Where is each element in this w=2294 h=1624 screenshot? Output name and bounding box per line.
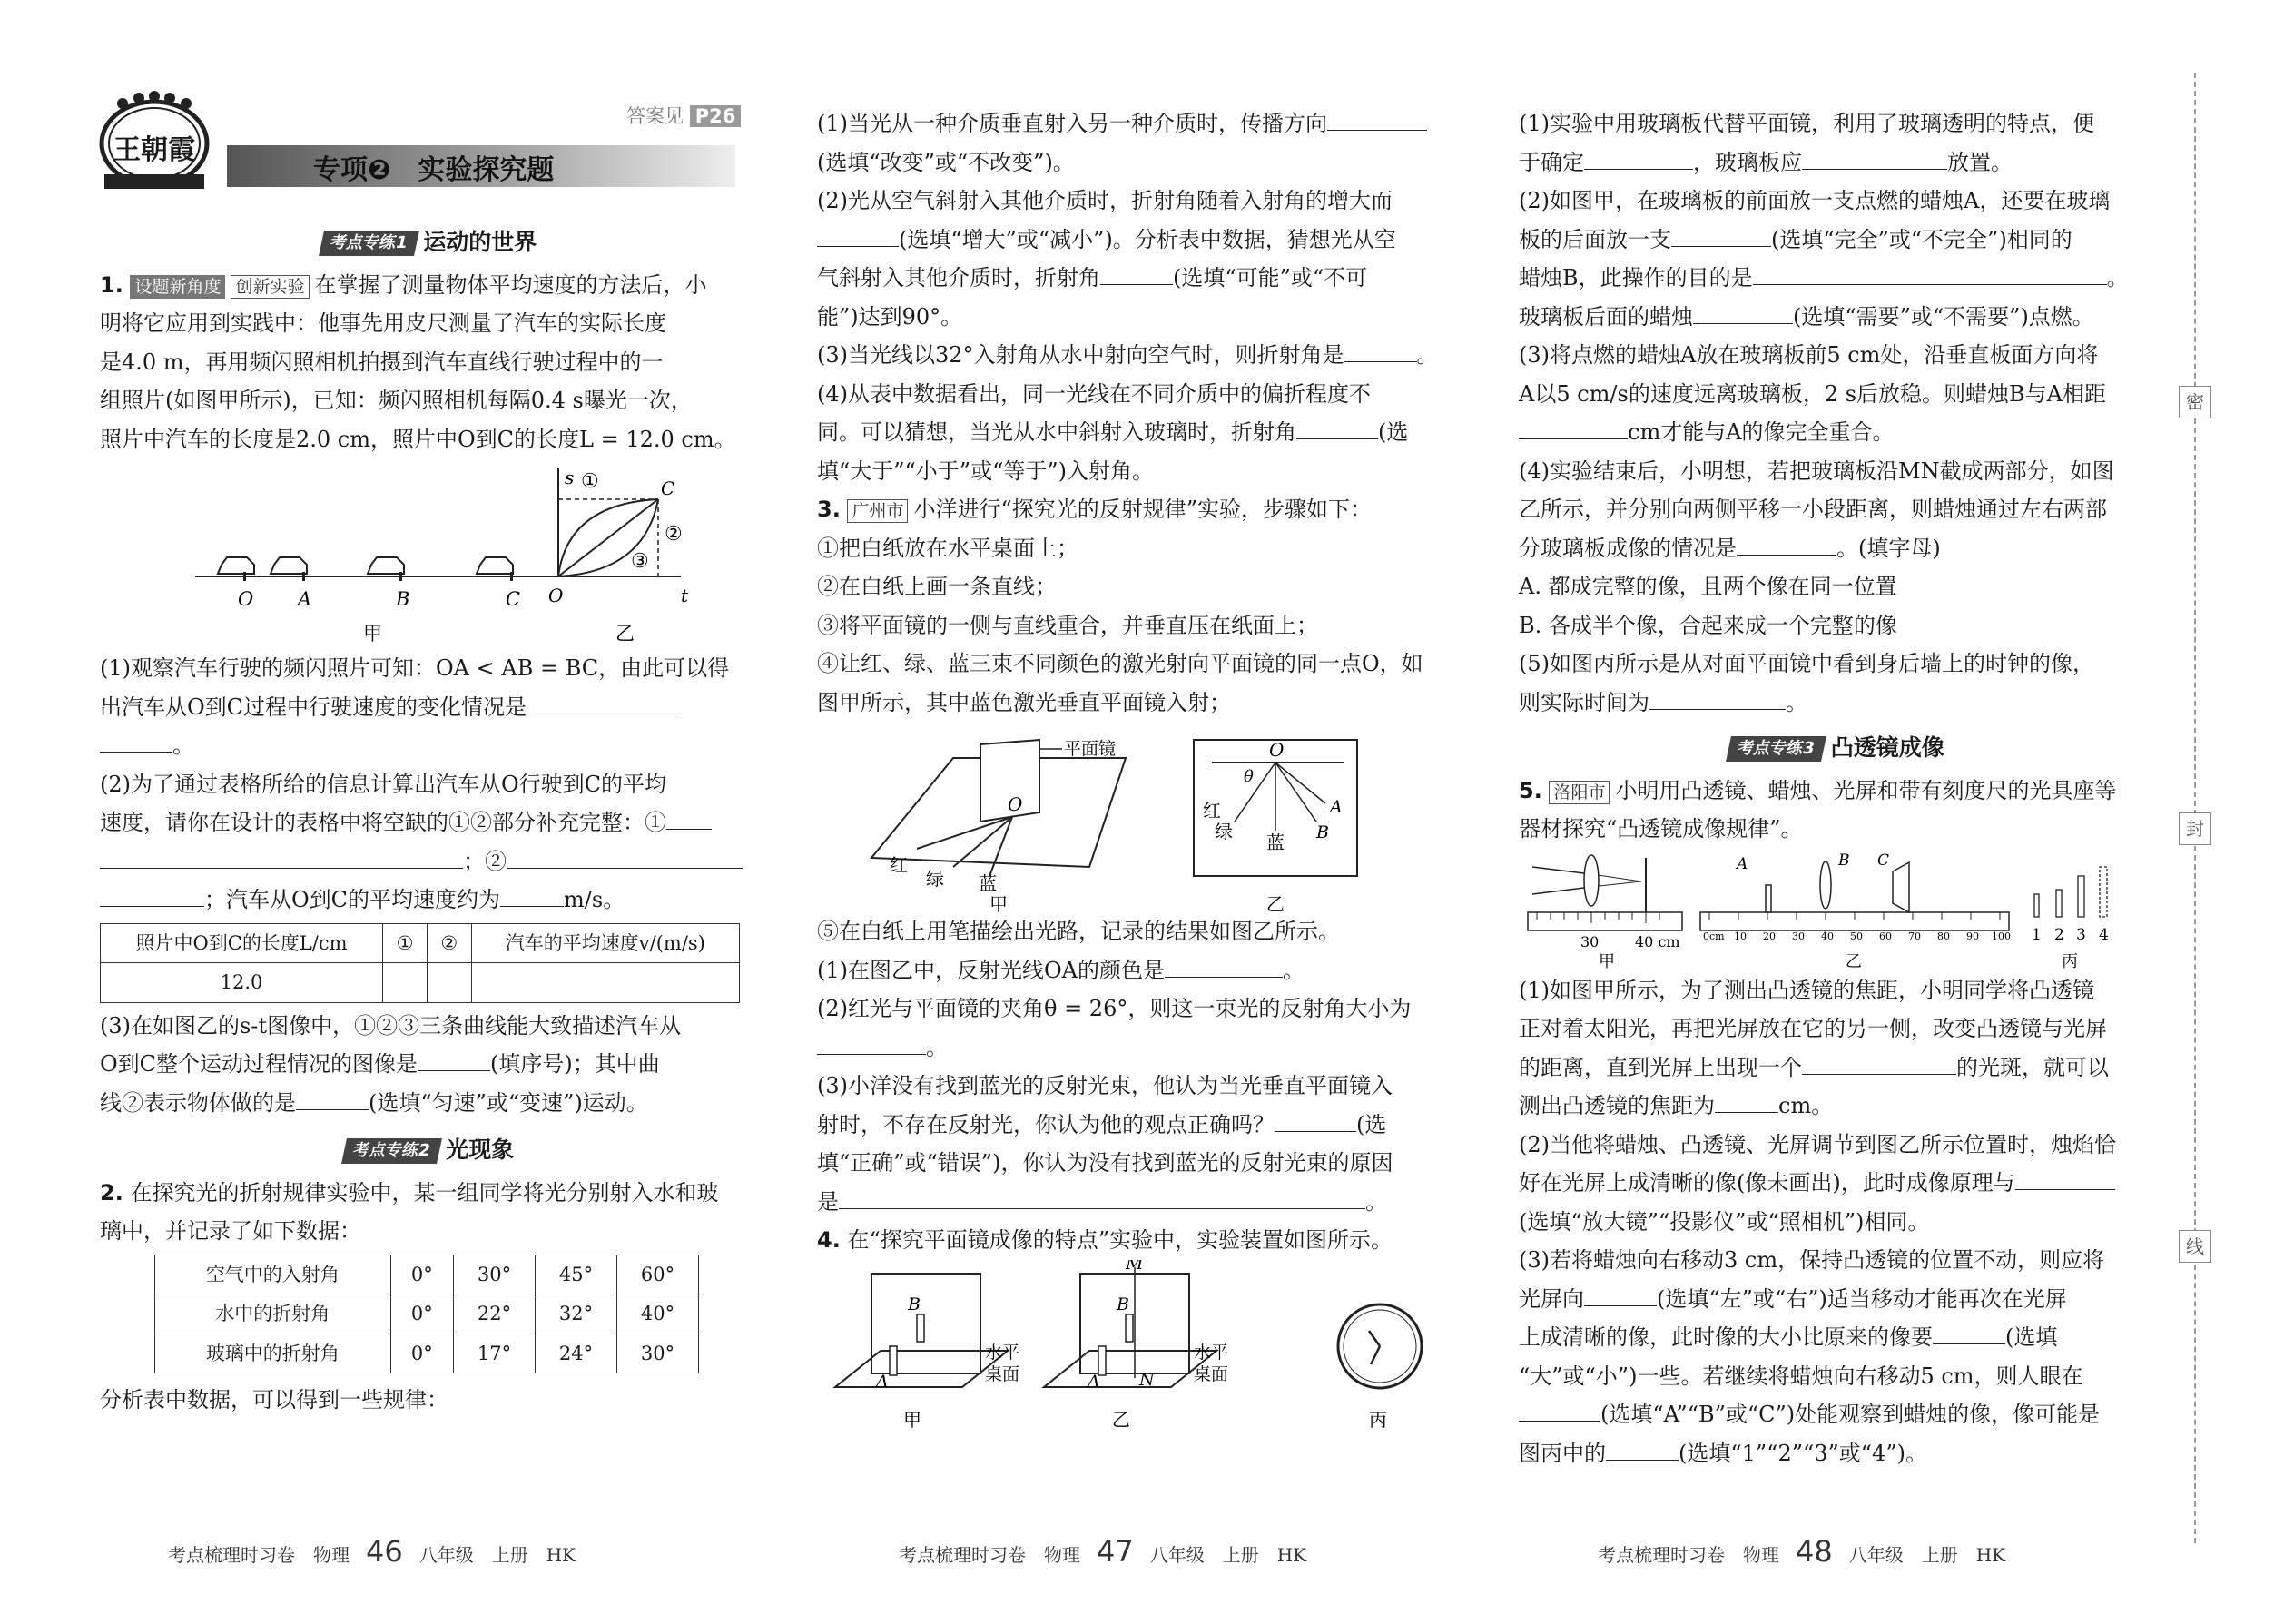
q2-cell: 玻璃中的折射角 [155, 1334, 391, 1373]
q2-intro: 2. 在探究光的折射规律实验中，某一组同学将光分别射入水和玻 [100, 1179, 719, 1206]
q5-p2c: (选填“放大镜”“投影仪”或“照相机”)相同。 [1519, 1208, 1930, 1235]
q5-bing-3: 3 [2076, 925, 2086, 944]
q5-tick-0: 0cm [1703, 930, 1725, 942]
q2-cell: 60° [616, 1255, 698, 1294]
q4-bing-caption: 丙 [1369, 1408, 1387, 1431]
q5-jia-caption: 甲 [1599, 951, 1615, 971]
page-number: 48 [1796, 1534, 1833, 1569]
q1-intro-2: 明将它应用到实践中：他事先用皮尺测量了汽车的实际长度 [100, 310, 666, 336]
q1-table-h3: ② [427, 923, 471, 963]
q2-p2d: 能”)达到90°。 [817, 303, 963, 330]
q4-p2c: 蜡烛B，此操作的目的是 。 [1519, 259, 2154, 298]
q5-jia-40: 40 cm [1635, 932, 1680, 950]
q4-jia-table1: 水平 [985, 1342, 1020, 1363]
q4-p3c: cm才能与A的像完全重合。 [1519, 413, 2154, 452]
q1-table-h4: 汽车的平均速度v/(m/s) [471, 923, 739, 963]
q5-p2b: 好在光屏上成清晰的像(像未画出)，此时成像原理与 [1519, 1164, 2154, 1203]
q5-p1b: 正对着太阳光，再把光屏放在它的另一侧，改变凸透镜与光屏 [1519, 1016, 2107, 1041]
q1-intro-3: 是4.0 m，再用频闪照相机拍摄到汽车直线行驶过程中的一 [100, 349, 664, 375]
q2-cell: 0° [390, 1255, 453, 1294]
q5-p3a: (3)若将蜡烛向右移动3 cm，保持凸透镜的位置不动，则应将 [1519, 1247, 2105, 1273]
footer-page-47: 考点梳理时习卷 物理 47 八年级 上册 HK [899, 1534, 1307, 1569]
q1-axis-s: s [565, 467, 575, 488]
q3-o-label: O [1008, 793, 1023, 815]
q3-intro: 3. 广州市 小洋进行“探究光的反射规律”实验，步骤如下： [817, 497, 1373, 522]
q4-yi-n: N [1139, 1369, 1155, 1390]
q3-fig-jia-caption: 甲 [989, 893, 1008, 912]
q3-p2a: (2)红光与平面镜的夹角θ = 26°，则这一束光的反射角大小为 [817, 996, 1412, 1021]
q2-p1a: (1)当光从一种介质垂直射入另一种介质时，传播方向 [817, 104, 1471, 143]
q1-curve-3: ③ [631, 550, 649, 573]
q5-intro-2: 器材探究“凸透镜成像规律”。 [1519, 816, 1803, 842]
footer-page-48: 考点梳理时习卷 物理 48 八年级 上册 HK [1598, 1534, 2006, 1569]
q1-figures [100, 458, 758, 649]
q3-p3c: 填“正确”或“错误”)，你认为没有找到蓝光的反射光束的原因 [817, 1150, 1393, 1176]
q4-p4b: 乙所示，并分别向两侧平移一小段距离，则蜡烛通过左右两部 [1519, 497, 2107, 522]
q1-p1a: (1)观察汽车行驶的频闪照片可知：OA < AB = BC，由此可以得 [100, 655, 730, 681]
q2-cell: 30° [453, 1255, 535, 1294]
q3-mirror-label: 平面镜 [1064, 739, 1117, 759]
q5-jia-30: 30 [1580, 932, 1600, 950]
q1-p2b: 速度，请你在设计的表格中将空缺的①②部分补充完整：① [100, 803, 758, 842]
q1-curve-1: ① [581, 470, 599, 493]
q3-p3b: 射时，不存在反射光，你认为他的观点正确吗？ (选 [817, 1106, 1471, 1145]
q5-p2a: (2)当他将蜡烛、凸透镜、光屏调节到图乙所示位置时，烛焰恰 [1519, 1131, 2116, 1157]
q1-pt-b: B [396, 588, 410, 610]
binding-label-xian: 线 [2179, 1230, 2211, 1263]
q3-yi-b: B [1316, 822, 1329, 842]
q1-fig-jia-caption: 甲 [363, 623, 382, 645]
q1-curve-2: ② [665, 523, 683, 546]
q5-p3b: 光屏向 (选填“左”或“右”)适当移动才能再次在光屏 [1519, 1280, 2154, 1319]
q1-p2d: ；汽车从O到C的平均速度约为 m/s。 [100, 881, 758, 920]
q4-yi-caption: 乙 [1112, 1408, 1130, 1431]
q2-cell: 30° [616, 1334, 698, 1373]
q4-yi-a: A [1088, 1371, 1100, 1392]
q1-p2a: (2)为了通过表格所给的信息计算出汽车从O行驶到C的平均 [100, 771, 667, 797]
binding-label-feng: 封 [2179, 812, 2211, 845]
q1-pt-a: A [298, 588, 312, 610]
q2-p3: (3)当光线以32°入射角从水中射向空气时，则折射角是 。 [817, 336, 1471, 375]
q5-p3f: 图丙中的 (选填“1”“2”“3”或“4”)。 [1519, 1434, 2154, 1473]
q1-axis-t: t [681, 585, 689, 606]
q2-p4b: 同。可以猜想，当光从水中斜射入玻璃时，折射角 (选 [817, 413, 1471, 452]
q4-figures [817, 1260, 1471, 1432]
section-1-header: 考点专练1 运动的世界 [100, 223, 758, 262]
q2-p2a: (2)光从空气斜射入其他介质时，折射角随着入射角的增大而 [817, 188, 1393, 213]
q4-yi-b: B [1117, 1294, 1129, 1314]
q4-jia-a: A [876, 1371, 889, 1392]
q4-p5a: (5)如图丙所示是从对面平面镜中看到身后墙上的时钟的像， [1519, 651, 2094, 676]
q2-p4c: 填“大于”“小于”或“等于”)入射角。 [817, 458, 1154, 484]
q5-bing-2: 2 [2054, 925, 2064, 944]
q5-yi-a: A [1737, 854, 1748, 873]
q4-p3a: (3)将点燃的蜡烛A放在玻璃板前5 cm处，沿垂直板面方向将 [1519, 342, 2099, 368]
q5-tick-60: 60 [1879, 930, 1892, 942]
q5-p1d: 测出凸透镜的焦距为 cm。 [1519, 1087, 2154, 1126]
q2-p4a: (4)从表中数据看出，同一光线在不同介质中的偏折程度不 [817, 380, 1371, 407]
q1-table-v1: 12.0 [101, 963, 383, 1003]
q2-cell: 24° [535, 1334, 616, 1373]
q3-p1: (1)在图乙中，反射光线OA的颜色是 。 [817, 951, 1471, 990]
q5-p1a: (1)如图甲所示，为了测出凸透镜的焦距，小明同学将凸透镜 [1519, 977, 2094, 1003]
q1-intro: 1. 设题新角度 创新实验 在掌握了测量物体平均速度的方法后，小 [100, 271, 707, 298]
q4-yi-m: M [1126, 1259, 1144, 1274]
q5-tick-30: 30 [1792, 930, 1805, 942]
q2-p2c: 气斜射入其他介质时，折射角 (选填“可能”或“不可 [817, 259, 1471, 298]
q1-intro-4: 组照片(如图甲所示)，已知：频闪照相机每隔0.4 s曝光一次， [100, 388, 693, 413]
q5-p3e: (选填“A”“B”或“C”)处能观察到蜡烛的像，像可能是 [1519, 1395, 2154, 1434]
q3-yi-red: 红 [1203, 800, 1221, 822]
q4-jia-table2: 桌面 [985, 1363, 1020, 1384]
answer-page-badge: P26 [690, 105, 742, 127]
column-3 [1519, 104, 2154, 1472]
q5-p3d: “大”或“小”)一些。若继续将蜡烛向右移动5 cm，则人眼在 [1519, 1363, 2083, 1389]
q2-cell: 0° [390, 1334, 453, 1373]
q5-figures [1519, 849, 2154, 971]
q5-tick-90: 90 [1966, 930, 1979, 942]
binding-label-mi: 密 [2179, 386, 2211, 418]
q1-table-h1: 照片中O到C的长度L/cm [101, 923, 383, 963]
q2-cell: 水中的折射角 [155, 1294, 391, 1334]
q4-optA: A. 都成完整的像，且两个像在同一位置 [1519, 574, 1897, 599]
q2-p1b: (选填“改变”或“不改变”)。 [817, 149, 1075, 175]
answer-ref: 答案见 P26 [626, 102, 741, 129]
q2-table [154, 1255, 699, 1374]
q3-step4b: 图甲所示，其中蓝色激光垂直平面镜入射； [817, 689, 1231, 715]
q1-point-c: C [661, 477, 675, 499]
q1-origin: O [548, 585, 564, 606]
q1-p3a: (3)在如图乙的s-t图像中，①②③三条曲线能大致描述汽车从 [100, 1012, 682, 1038]
q3-step3: ③将平面镜的一侧与直线重合，并垂直压在纸面上； [817, 612, 1318, 638]
q3-blue: 蓝 [979, 872, 997, 894]
q1-pt-o: O [238, 588, 254, 610]
q4-p1a: (1)实验中用玻璃板代替平面镜，利用了玻璃透明的特点，便 [1519, 111, 2094, 136]
q4-p3b: A以5 cm/s的速度远离玻璃板，2 s后放稳。则蜡烛B与A相距 [1519, 380, 2107, 407]
q3-p3d: 是 。 [817, 1183, 1471, 1222]
footer-page-46: 考点梳理时习卷 物理 46 八年级 上册 HK [168, 1534, 576, 1569]
q5-p3c: 上成清晰的像，此时像的大小比原来的像要 (选填 [1519, 1318, 2154, 1357]
q5-yi-b: B [1838, 851, 1850, 870]
page-number: 47 [1097, 1534, 1134, 1569]
q1-p2c: ；② [100, 842, 758, 881]
q5-yi-c: C [1877, 851, 1890, 870]
q4-p1b: 于确定 ，玻璃板应 放置。 [1519, 143, 2154, 182]
q3-green: 绿 [926, 868, 944, 890]
q1-pt-c: C [506, 588, 521, 610]
q5-yi-caption: 乙 [1846, 951, 1862, 971]
q5-tick-20: 20 [1763, 930, 1776, 942]
q4-optB: B. 各成半个像，合起来成一个完整的像 [1519, 612, 1897, 638]
q2-cell: 45° [535, 1255, 616, 1294]
q2-cell: 32° [535, 1294, 616, 1334]
brand-logo [86, 91, 222, 191]
q2-cell: 空气中的入射角 [155, 1255, 391, 1294]
q5-tick-40: 40 [1821, 930, 1834, 942]
section-2-header: 考点专练2 光现象 [100, 1131, 758, 1170]
brand-name: 王朝霞 [113, 134, 195, 166]
q2-intro-2: 璃中，并记录了如下数据： [100, 1218, 361, 1244]
q2-after: 分析表中数据，可以得到一些规律： [100, 1387, 448, 1412]
topic-title: 专项❷ 实验探究题 [313, 154, 555, 186]
q4-yi-table1: 水平 [1194, 1342, 1229, 1363]
q2-cell: 17° [453, 1334, 535, 1373]
q3-red: 红 [890, 854, 908, 876]
q5-tick-70: 70 [1908, 930, 1921, 942]
q1-fig-yi-caption: 乙 [615, 623, 635, 645]
q1-p1b: 出汽车从O到C过程中行驶速度的变化情况是 [100, 688, 758, 727]
q2-cell: 22° [453, 1294, 535, 1334]
column-2 [817, 104, 1471, 1432]
q5-p1c: 的距离，直到光屏上出现一个 的光斑，就可以 [1519, 1048, 2154, 1088]
q4-yi-table2: 桌面 [1194, 1363, 1229, 1384]
q3-yi-blue: 蓝 [1266, 832, 1285, 853]
q3-fig-yi-caption: 乙 [1266, 893, 1285, 912]
q3-yi-theta: θ [1244, 767, 1254, 786]
q5-intro: 5. 洛阳市 小明用凸透镜、蜡烛、光屏和带有刻度尺的光具座等 [1519, 777, 2117, 803]
q1-table-h2: ① [383, 923, 428, 963]
q5-tick-10: 10 [1734, 930, 1747, 942]
q3-yi-o: O [1269, 739, 1285, 761]
q2-p2b: (选填“增大”或“减小”)。分析表中数据，猜想光从空 [817, 221, 1471, 260]
q3-step2: ②在白纸上画一条直线； [817, 574, 1057, 599]
q1-p1c: 。 [100, 726, 758, 765]
q4-p2a: (2)如图甲，在玻璃板的前面放一支点燃的蜡烛A，还要在玻璃 [1519, 188, 2111, 213]
q2-cell: 40° [616, 1294, 698, 1334]
q5-bing-4: 4 [2099, 925, 2109, 944]
q4-p5b: 则实际时间为 。 [1519, 684, 2154, 723]
q3-yi-green: 绿 [1215, 821, 1233, 842]
page-number: 46 [366, 1534, 403, 1569]
q4-p2d: 玻璃板后面的蜡烛 (选填“需要”或“不需要”)点燃。 [1519, 298, 2154, 337]
q4-p4a: (4)实验结束后，小明想，若把玻璃板沿MN截成两部分，如图 [1519, 458, 2114, 484]
q3-p3a: (3)小洋没有找到蓝光的反射光束，他认为当光垂直平面镜入 [817, 1073, 1393, 1098]
q5-bing-1: 1 [2032, 925, 2042, 944]
q5-tick-50: 50 [1850, 930, 1863, 942]
q1-intro-5: 照片中汽车的长度是2.0 cm，照片中O到C的长度L = 12.0 cm。 [100, 426, 736, 452]
q5-tick-100: 100 [1992, 930, 2011, 942]
q5-bing-caption: 丙 [2062, 951, 2078, 971]
q3-step1: ①把白纸放在水平桌面上； [817, 535, 1078, 561]
q3-figures [817, 722, 1471, 912]
q1-p3c: 线②表示物体做的是 (选填“匀速”或“变速”)运动。 [100, 1084, 758, 1123]
column-1 [100, 218, 758, 1420]
q3-yi-a: A [1330, 797, 1343, 817]
q2-cell: 0° [390, 1294, 453, 1334]
q3-p2b: 。 [817, 1029, 1471, 1068]
section-3-header: 考点专练3 凸透镜成像 [1519, 729, 2154, 768]
q3-step4: ④让红、绿、蓝三束不同颜色的激光射向平面镜的同一点O，如 [817, 651, 1423, 676]
q3-step5: ⑤在白纸上用笔描绘出光路，记录的结果如图乙所示。 [817, 919, 1340, 944]
q4-p2b: 板的后面放一支 (选填“完全”或“不完全”)相同的 [1519, 221, 2154, 260]
binding-cut-line [2194, 73, 2196, 1543]
q4-intro: 4. 在“探究平面镜成像的特点”实验中，实验装置如图所示。 [817, 1227, 1393, 1253]
q4-p4c: 分玻璃板成像的情况是 。(填字母) [1519, 529, 2154, 568]
q4-jia-caption: 甲 [903, 1408, 921, 1431]
q1-p3b: O到C整个运动过程情况的图像是 (填序号)；其中曲 [100, 1045, 758, 1084]
q4-jia-b: B [908, 1294, 921, 1314]
q5-tick-80: 80 [1937, 930, 1950, 942]
q1-table [100, 923, 740, 1003]
